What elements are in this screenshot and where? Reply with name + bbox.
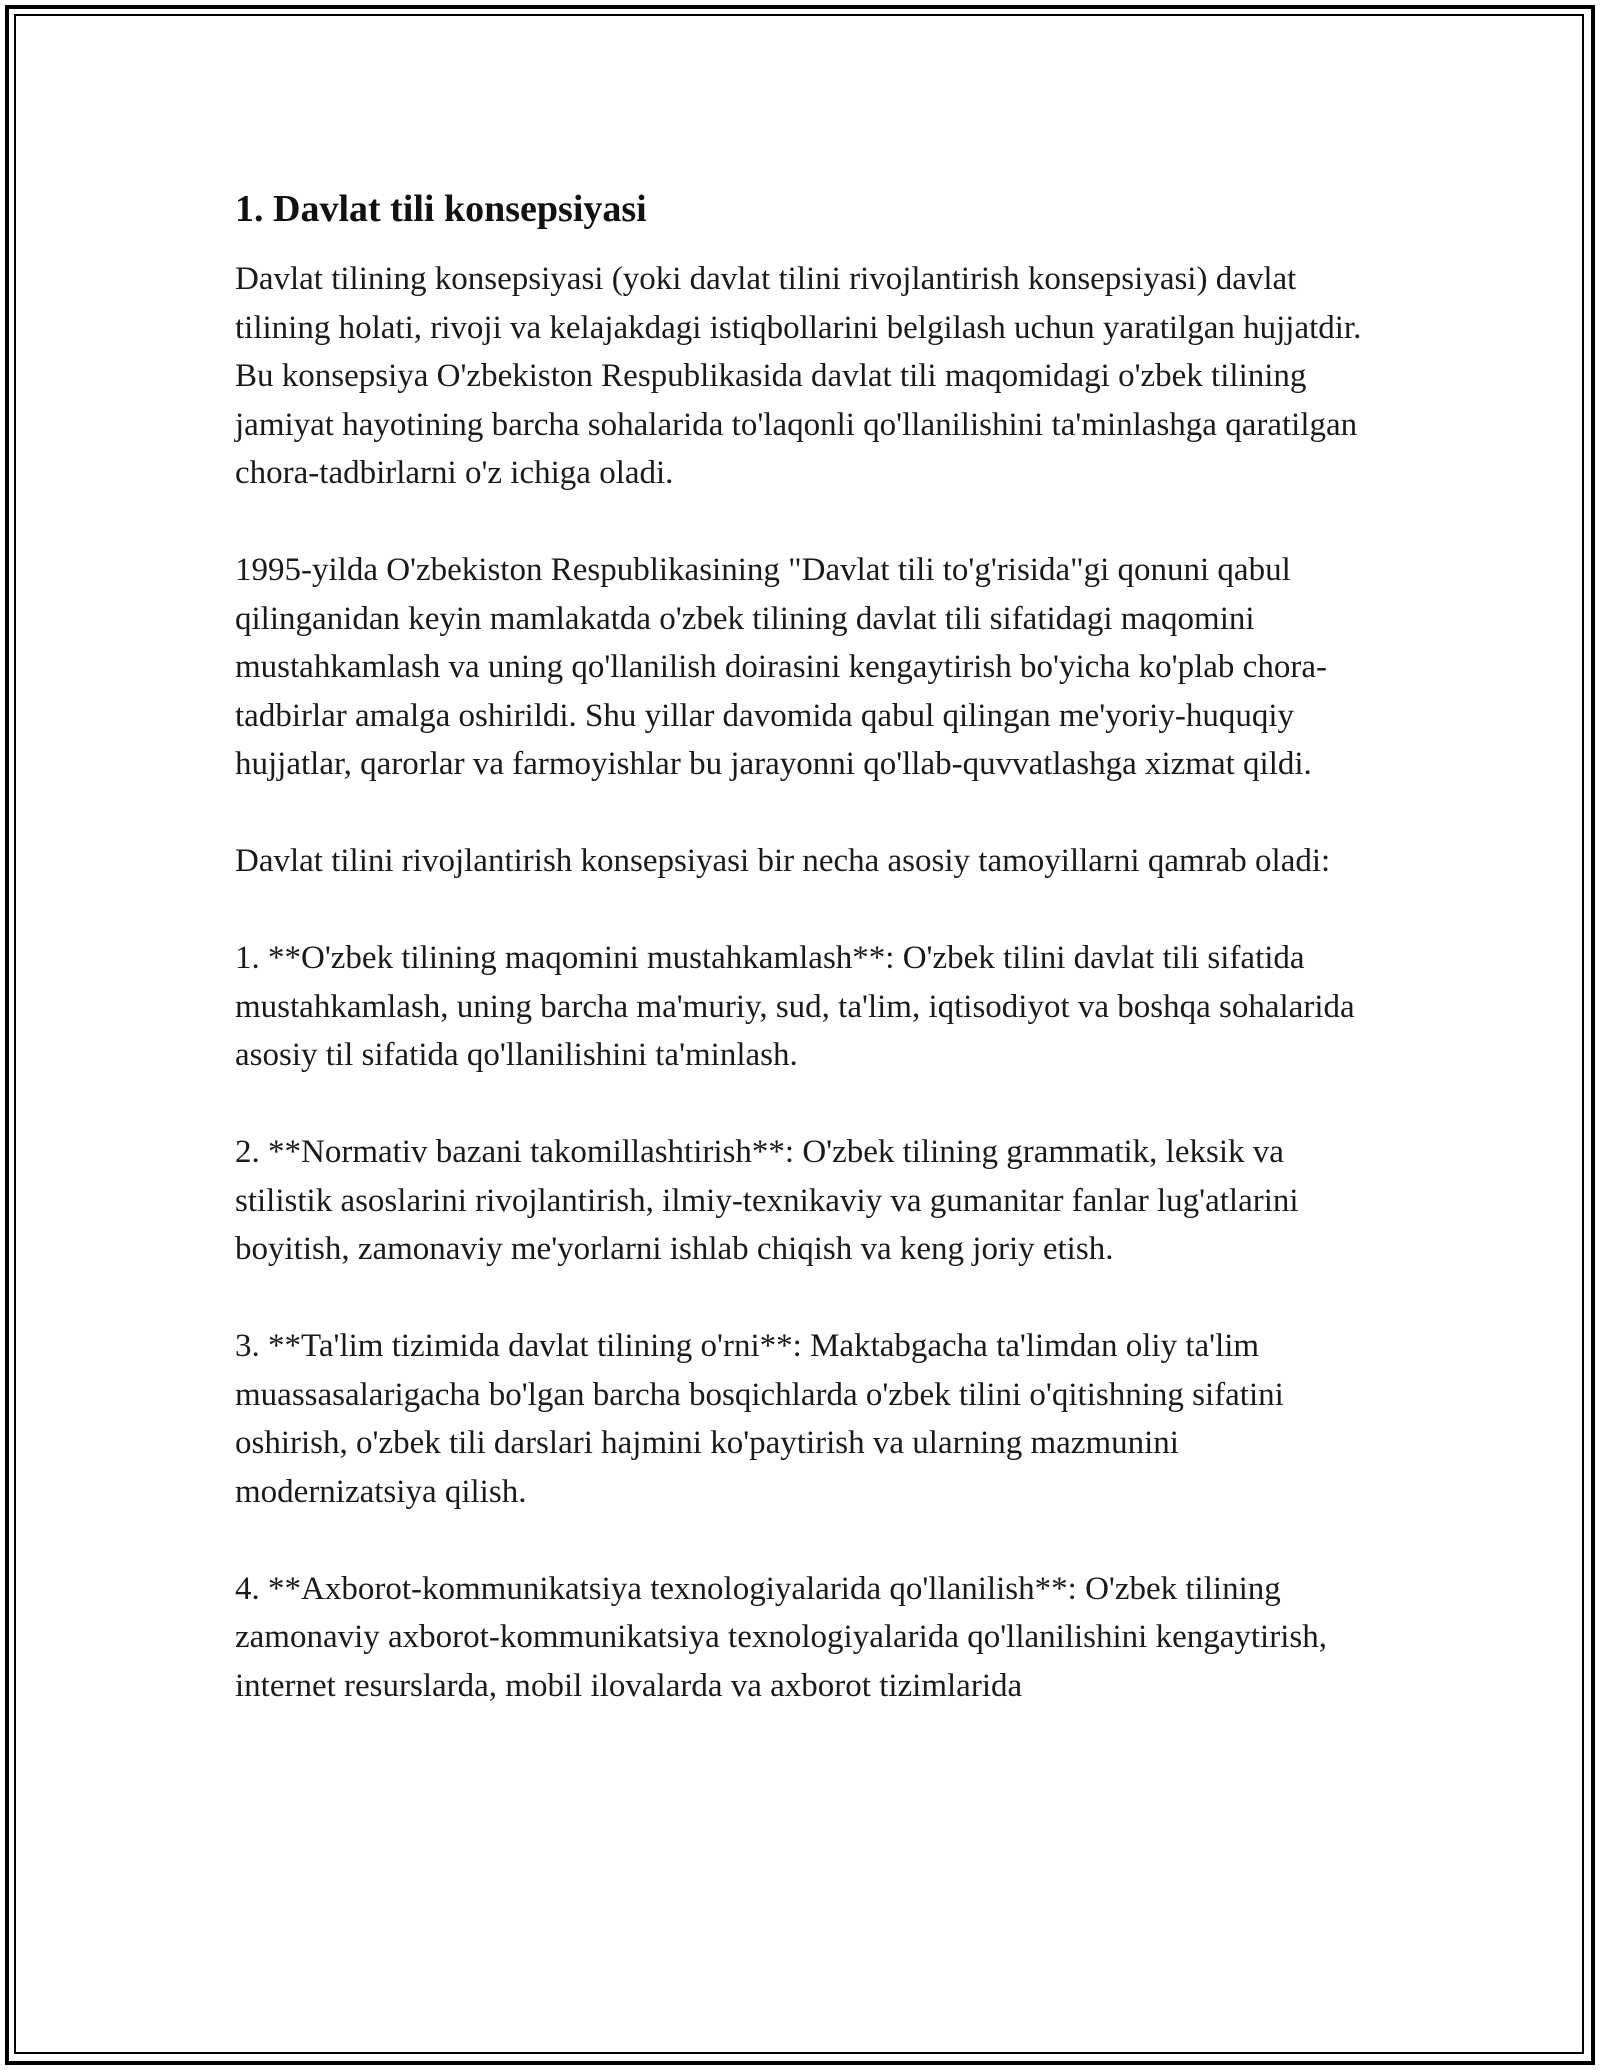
section-heading: 1. Davlat tili konsepsiyasi	[235, 188, 647, 230]
paragraph-principles-intro: Davlat tilini rivojlantirish konsepsiyasi bir necha asosiy tamoyillarni qamrab oladi:	[235, 843, 1331, 879]
paragraph-history: 1995-yilda O'zbekiston Respublikasining "Davlat tili to'g'risida"gi qonuni qabul qilinganidan keyin mamlakatda o'zbek tilining davlat tili sifatidagi maqomini mustahkamlash va uning qo'llanilish doirasini kengaytirish bo'yicha ko'plab chora-tadbirlar amalga oshirildi. Shu yillar davomida qabul qilingan me'yoriy-huquqiy hujjatlar, qarorlar va farmoyishlar bu jarayonni qo'llab-quvvatlashga xizmat qildi.	[235, 552, 1327, 782]
list-item-ict: 4. **Axborot-kommunikatsiya texnologiyalarida qo'llanilish**: O'zbek tilining zamonaviy axborot-kommunikatsiya texnologiyalarida qo'llanilishini kengaytirish, internet resurslarda, mobil ilovalarda va axborot tizimlarida	[235, 1570, 1327, 1704]
list-item-education: 3. **Ta'lim tizimida davlat tilining o'rni**: Maktabgacha ta'limdan oliy ta'lim muassasalarigacha bo'lgan barcha bosqichlarda o'zbek tilini o'qitishning sifatini oshirish, o'zbek tili darslari hajmini ko'paytirish va ularning mazmunini modernizatsiya qilish.	[235, 1328, 1284, 1510]
list-item-status: 1. **O'zbek tilining maqomini mustahkamlash**: O'zbek tilini davlat tili sifatida mustahkamlash, uning barcha ma'muriy, sud, ta'lim, iqtisodiyot va boshqa sohalarida asosiy til sifatida qo'llanilishini ta'minlash.	[235, 940, 1355, 1073]
paragraph-intro: Davlat tilining konsepsiyasi (yoki davlat tilini rivojlantirish konsepsiyasi) davlat tilining holati, rivoji va kelajakdagi istiqbollarini belgilash uchun yaratilgan hujjatdir. Bu konsepsiya O'zbekiston Respublikasida davlat tili maqomidagi o'zbek tilining jamiyat hayotining barcha sohalarida to'laqonli qo'llanilishini ta'minlashga qaratilgan chora-tadbirlarni o'z ichiga oladi.	[235, 261, 1362, 491]
document-body	[235, 185, 1385, 1759]
list-item-normative-base: 2. **Normativ bazani takomillashtirish**: O'zbek tilining grammatik, leksik va stilistik asoslarini rivojlantirish, ilmiy-texnikaviy va gumanitar fanlar lug'atlarini boyitish, zamonaviy me'yorlarni ishlab chiqish va keng joriy etish.	[235, 1134, 1299, 1267]
